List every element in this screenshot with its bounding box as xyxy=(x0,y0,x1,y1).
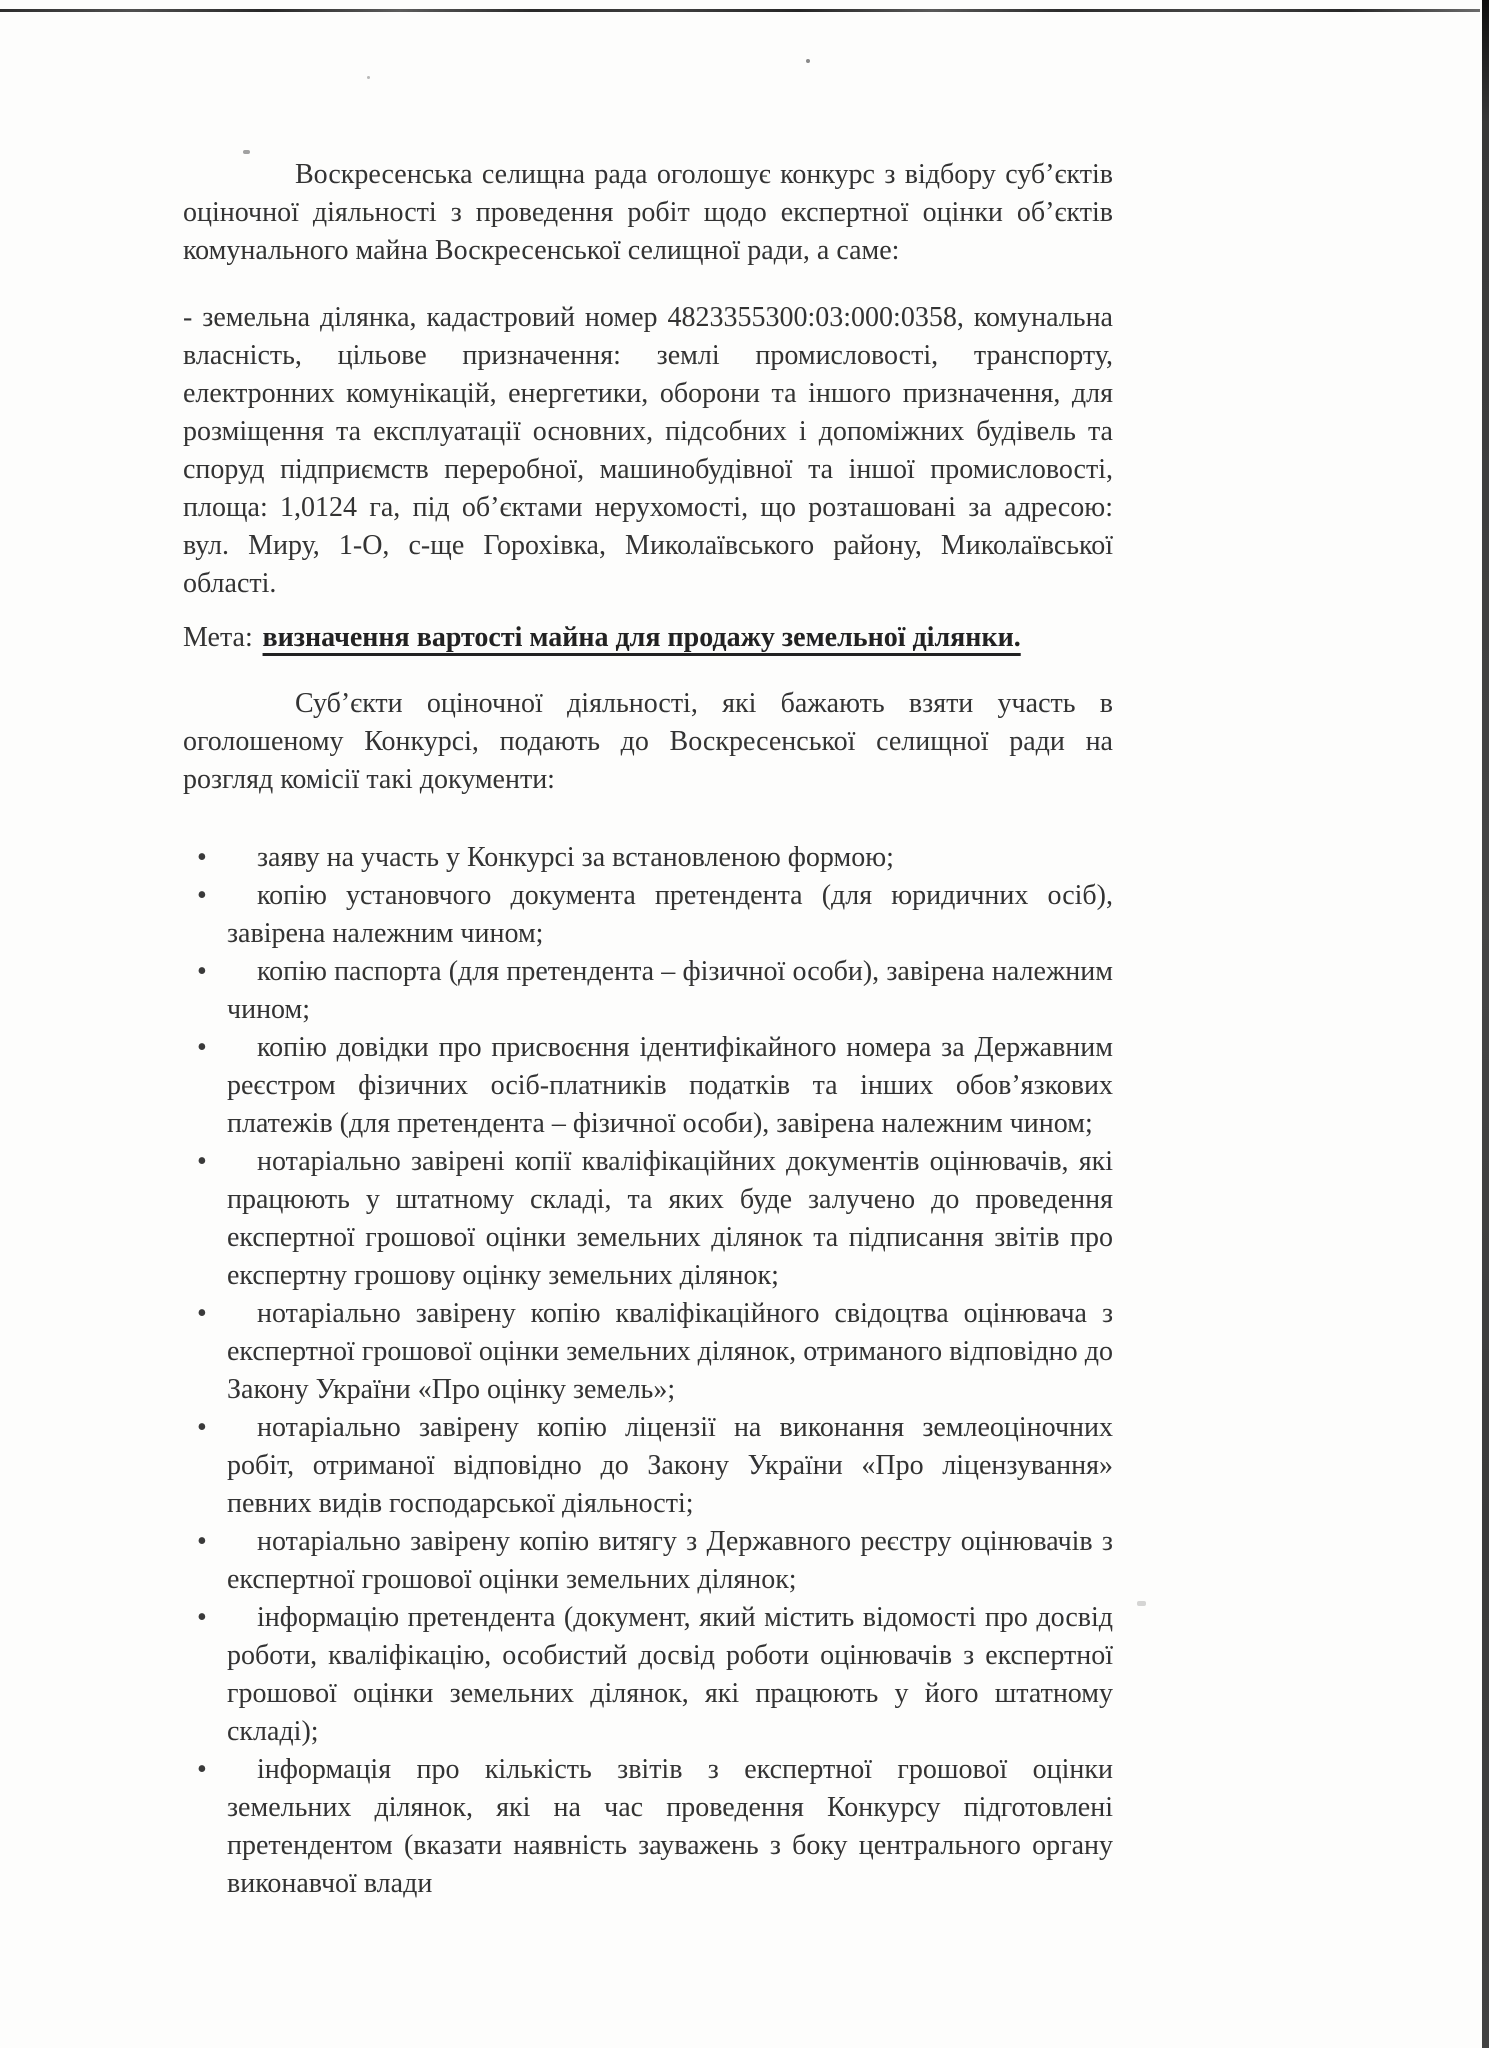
document-list-item xyxy=(183,953,1113,1029)
purpose-text: визначення вартості майна для продажу земельної ділянки. xyxy=(262,622,1021,653)
document-item-text: інформацію претендента (документ, який містить відомості про досвід роботи, кваліфікацію, особистий досвід роботи оцінювачів з експертної грошової оцінки земельних ділянок, які працюють у його штатному складі); xyxy=(227,1602,1113,1747)
document-item-text: нотаріально завірену копію ліцензії на виконання землеоціночних робіт, отриманої відповідно до Закону України «Про ліцензування» певних видів господарської діяльності; xyxy=(227,1412,1113,1519)
document-item-text: нотаріально завірену копію кваліфікаційного свідоцтва оцінювача з експертної грошової оцінки земельних ділянок, отриманого відповідно до Закону України «Про оцінку земель»; xyxy=(227,1298,1113,1405)
bullet-icon: • xyxy=(197,1754,207,1785)
purpose-line xyxy=(183,619,1113,657)
document-list-item xyxy=(183,1409,1113,1523)
scan-speck xyxy=(1137,1601,1146,1606)
document-list-item xyxy=(183,1751,1113,1903)
bullet-icon: • xyxy=(197,842,207,873)
scan-speck xyxy=(806,59,810,63)
bullet-icon: • xyxy=(197,1298,207,1329)
bullet-icon: • xyxy=(197,1032,207,1063)
document-list-item xyxy=(183,1143,1113,1295)
document-item-text: копію довідки про присвоєння ідентифікайного номера за Державним реєстром фізичних осіб-платників податків та інших обов’язкових платежів (для претендента – фізичної особи), завірена належним чином; xyxy=(227,1032,1113,1139)
document-list-item xyxy=(183,1029,1113,1143)
document-list-item xyxy=(183,1295,1113,1409)
purpose-label: Мета: xyxy=(183,622,253,653)
document-body xyxy=(183,156,1113,1903)
document-item-text: інформація про кількість звітів з експертної грошової оцінки земельних ділянок, які на час проведення Конкурсу підготовлені претендентом (вказати наявність зауважень з боку центрального органу виконавчої влади xyxy=(227,1754,1113,1899)
document-list-item xyxy=(183,877,1113,953)
document-item-text: копію установчого документа претендента (для юридичних осіб), завірена належним чином; xyxy=(227,880,1113,949)
bullet-icon: • xyxy=(197,1146,207,1177)
bullet-icon: • xyxy=(197,1526,207,1557)
scan-speck xyxy=(243,150,250,154)
intro-paragraph: Воскресенська селищна рада оголошує конкурс з відбору суб’єктів оціночної діяльності з проведення робіт щодо експертної оцінки об’єктів комунального майна Воскресенської селищної ради, а саме: xyxy=(183,159,1113,266)
document-item-text: нотаріально завірені копії кваліфікаційних документів оцінювачів, які працюють у штатному складі, та яких буде залучено до проведення експертної грошової оцінки земельних ділянок та підписання звітів про експертну грошову оцінку земельних ділянок; xyxy=(227,1146,1113,1291)
scan-artifact-right-edge xyxy=(1482,0,1489,2048)
bullet-icon: • xyxy=(197,880,207,911)
document-list-item xyxy=(183,1523,1113,1599)
document-list-item xyxy=(183,839,1113,877)
bullet-icon: • xyxy=(197,1602,207,1633)
scan-speck xyxy=(367,76,370,79)
bullet-icon: • xyxy=(197,956,207,987)
document-item-text: нотаріально завірену копію витягу з Державного реєстру оцінювачів з експертної грошової оцінки земельних ділянок; xyxy=(227,1526,1113,1595)
documents-list xyxy=(183,839,1113,1903)
bullet-icon: • xyxy=(197,1412,207,1443)
document-list-item xyxy=(183,1599,1113,1751)
land-parcel-paragraph: - земельна ділянка, кадастровий номер 4823355300:03:000:0358, комунальна власність, цільове призначення: землі промисловості, транспорту, електронних комунікацій, енергетики, оборони та іншого призначення, для розміщення та експлуатації основних, підсобних і допоміжних будівель та споруд підприємств переробної, машинобудівної та іншої промисловості, площа: 1,0124 га, під об’єктами нерухомості, що розташовані за адресою: вул. Миру, 1-О, с-ще Горохівка, Миколаївського району, Миколаївської області. xyxy=(183,302,1113,599)
document-item-text: заяву на участь у Конкурсі за встановленою формою; xyxy=(257,842,894,873)
scan-artifact-top-line xyxy=(0,9,1480,12)
document-item-text: копію паспорта (для претендента – фізичної особи), завірена належним чином; xyxy=(227,956,1113,1025)
submission-paragraph: Суб’єкти оціночної діяльності, які бажають взяти участь в оголошеному Конкурсі, подають до Воскресенської селищної ради на розгляд комісії такі документи: xyxy=(183,688,1113,795)
